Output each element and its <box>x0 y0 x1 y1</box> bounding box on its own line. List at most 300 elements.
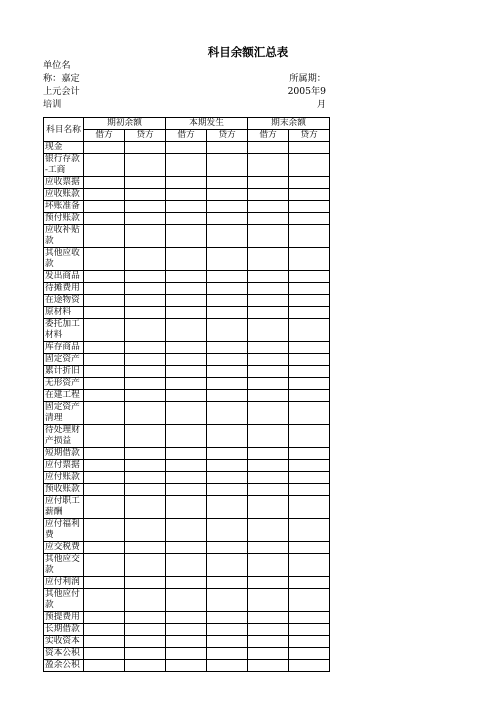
account-name-line: 应交税费 <box>45 542 80 552</box>
account-row <box>44 519 330 542</box>
account-name-cell <box>44 319 84 342</box>
debit-amount-cell <box>166 519 207 542</box>
account-row <box>44 636 330 648</box>
credit-amount-cell <box>207 154 248 177</box>
account-name-header: 科目名称 <box>44 118 84 142</box>
debit-amount-cell <box>84 283 125 295</box>
debit-amount-cell <box>84 542 125 554</box>
account-row <box>44 189 330 201</box>
credit-amount-cell <box>289 448 330 460</box>
account-name-line: 坏账准备 <box>45 201 80 211</box>
debit-amount-cell <box>84 589 125 612</box>
debit-amount-cell <box>166 648 207 660</box>
credit-amount-cell <box>207 390 248 402</box>
credit-amount-cell <box>207 201 248 213</box>
debit-amount-cell <box>166 390 207 402</box>
debit-amount-cell <box>166 378 207 390</box>
account-row <box>44 648 330 660</box>
credit-amount-cell <box>207 319 248 342</box>
credit-amount-cell <box>289 271 330 283</box>
account-name-cell <box>44 519 84 542</box>
debit-amount-cell <box>166 496 207 519</box>
credit-amount-cell <box>207 624 248 636</box>
debit-amount-cell <box>248 448 289 460</box>
account-name-line: 款 <box>45 565 54 575</box>
credit-amount-cell <box>125 554 166 577</box>
debit-amount-cell <box>166 142 207 154</box>
debit-amount-cell <box>166 554 207 577</box>
account-name-line: 资本公积 <box>45 648 80 658</box>
account-name-line: 其他应付 <box>45 589 80 599</box>
account-row <box>44 213 330 225</box>
debit-amount-cell <box>248 472 289 484</box>
account-name-line: 累计折旧 <box>45 366 80 376</box>
credit-amount-cell <box>125 354 166 366</box>
account-name-line: 固定资产 <box>45 402 80 412</box>
account-name-line: 薪酬 <box>45 507 63 517</box>
credit-amount-cell <box>125 448 166 460</box>
debit-amount-cell <box>166 295 207 307</box>
credit-amount-cell <box>289 402 330 425</box>
account-row <box>44 248 330 271</box>
debit-amount-cell <box>248 577 289 589</box>
account-name-line: 待处理财 <box>45 425 80 435</box>
account-name-line: 应付职工 <box>45 496 80 506</box>
credit-amount-cell <box>289 201 330 213</box>
debit-amount-cell <box>84 648 125 660</box>
debit-amount-cell <box>84 519 125 542</box>
credit-amount-cell <box>207 448 248 460</box>
debit-amount-cell <box>166 636 207 648</box>
account-row <box>44 354 330 366</box>
account-name-cell <box>44 660 84 672</box>
debit-amount-cell <box>84 213 125 225</box>
debit-amount-cell <box>166 460 207 472</box>
debit-amount-cell <box>84 484 125 496</box>
debit-amount-cell <box>248 554 289 577</box>
debit-amount-cell <box>248 142 289 154</box>
credit-amount-cell <box>289 496 330 519</box>
credit-amount-cell <box>289 612 330 624</box>
credit-amount-cell <box>289 319 330 342</box>
debit-amount-cell <box>166 624 207 636</box>
credit-amount-cell <box>125 660 166 672</box>
account-name-line: 固定资产 <box>45 354 80 364</box>
account-name-line: 发出商品 <box>45 271 80 281</box>
period-activity-header: 本期发生 <box>166 118 248 130</box>
account-name-line: 应付票据 <box>45 460 80 470</box>
debit-amount-cell <box>166 225 207 248</box>
credit-amount-cell <box>289 577 330 589</box>
debit-amount-cell <box>166 283 207 295</box>
account-name-cell <box>44 378 84 390</box>
account-row <box>44 402 330 425</box>
credit-amount-cell <box>207 248 248 271</box>
debit-amount-cell <box>84 554 125 577</box>
debit-amount-cell <box>248 366 289 378</box>
debit-amount-cell <box>166 342 207 354</box>
account-name-line: 预付账款 <box>45 213 80 223</box>
credit-amount-cell <box>289 648 330 660</box>
debit-amount-cell <box>248 390 289 402</box>
account-name-line: 在途物资 <box>45 295 80 305</box>
debit-amount-cell <box>248 660 289 672</box>
credit-amount-cell <box>125 648 166 660</box>
credit-amount-cell <box>289 484 330 496</box>
credit-amount-cell <box>207 225 248 248</box>
credit-amount-cell <box>125 577 166 589</box>
account-name-cell <box>44 283 84 295</box>
credit-amount-cell <box>289 154 330 177</box>
credit-amount-cell <box>125 142 166 154</box>
credit-amount-cell <box>207 142 248 154</box>
account-name-line: 在建工程 <box>45 390 80 400</box>
account-name-cell <box>44 307 84 319</box>
credit-amount-cell <box>289 460 330 472</box>
debit-amount-cell <box>248 319 289 342</box>
debit-amount-cell <box>166 589 207 612</box>
credit-amount-cell <box>289 142 330 154</box>
debit-amount-cell <box>248 271 289 283</box>
account-name-cell <box>44 225 84 248</box>
account-name-line: 实收资本 <box>45 636 80 646</box>
account-name-cell <box>44 554 84 577</box>
credit-amount-cell <box>289 295 330 307</box>
debit-amount-cell <box>166 612 207 624</box>
credit-amount-cell <box>289 307 330 319</box>
credit-amount-cell <box>207 213 248 225</box>
debit-amount-cell <box>166 577 207 589</box>
debit-amount-cell <box>166 542 207 554</box>
credit-amount-cell <box>125 496 166 519</box>
debit-amount-cell <box>84 378 125 390</box>
debit-amount-cell <box>248 295 289 307</box>
credit-header: 贷方 <box>207 130 248 142</box>
credit-amount-cell <box>207 366 248 378</box>
credit-amount-cell <box>289 425 330 448</box>
debit-amount-cell <box>248 496 289 519</box>
credit-amount-cell <box>207 648 248 660</box>
credit-amount-cell <box>125 154 166 177</box>
credit-amount-cell <box>125 402 166 425</box>
debit-amount-cell <box>248 589 289 612</box>
debit-amount-cell <box>84 307 125 319</box>
debit-amount-cell <box>84 225 125 248</box>
debit-amount-cell <box>248 542 289 554</box>
credit-amount-cell <box>207 283 248 295</box>
debit-amount-cell <box>166 402 207 425</box>
account-row <box>44 283 330 295</box>
account-name-cell <box>44 460 84 472</box>
account-row <box>44 496 330 519</box>
debit-amount-cell <box>84 496 125 519</box>
debit-amount-cell <box>248 225 289 248</box>
credit-amount-cell <box>289 177 330 189</box>
account-row <box>44 201 330 213</box>
credit-amount-cell <box>207 542 248 554</box>
account-name-line: 其他应收 <box>45 248 80 258</box>
debit-amount-cell <box>84 271 125 283</box>
account-row <box>44 142 330 154</box>
account-row <box>44 554 330 577</box>
period-line: 所属期： <box>289 73 326 84</box>
credit-amount-cell <box>207 177 248 189</box>
debit-amount-cell <box>248 248 289 271</box>
debit-amount-cell <box>248 213 289 225</box>
credit-amount-cell <box>289 189 330 201</box>
account-row <box>44 484 330 496</box>
account-name-cell <box>44 472 84 484</box>
account-name-line: 应付福利 <box>45 519 80 529</box>
debit-header: 借方 <box>166 130 207 142</box>
balance-summary-table <box>43 117 330 672</box>
account-name-cell <box>44 295 84 307</box>
account-name-line: 银行存款 <box>45 154 80 164</box>
credit-amount-cell <box>125 201 166 213</box>
account-row <box>44 460 330 472</box>
account-row <box>44 448 330 460</box>
account-row <box>44 366 330 378</box>
debit-amount-cell <box>166 484 207 496</box>
debit-amount-cell <box>166 425 207 448</box>
account-name-cell <box>44 142 84 154</box>
debit-amount-cell <box>248 402 289 425</box>
debit-header: 借方 <box>84 130 125 142</box>
credit-amount-cell <box>289 660 330 672</box>
debit-amount-cell <box>84 612 125 624</box>
credit-amount-cell <box>125 378 166 390</box>
account-name-line: 其他应交 <box>45 554 80 564</box>
unit-name-line: 上元会计 <box>43 86 80 97</box>
credit-amount-cell <box>207 307 248 319</box>
debit-amount-cell <box>166 307 207 319</box>
credit-amount-cell <box>207 189 248 201</box>
credit-amount-cell <box>207 472 248 484</box>
account-name-line: 清理 <box>45 413 63 423</box>
debit-amount-cell <box>84 402 125 425</box>
account-name-line: 无形资产 <box>45 378 80 388</box>
debit-amount-cell <box>248 201 289 213</box>
debit-amount-cell <box>166 319 207 342</box>
debit-amount-cell <box>248 189 289 201</box>
period-line: 2005年9 <box>287 86 326 97</box>
credit-amount-cell <box>289 624 330 636</box>
account-name-line: 应收账款 <box>45 189 80 199</box>
credit-amount-cell <box>125 189 166 201</box>
credit-amount-cell <box>289 519 330 542</box>
credit-amount-cell <box>289 342 330 354</box>
closing-balance-header: 期末余额 <box>248 118 330 130</box>
credit-amount-cell <box>207 271 248 283</box>
debit-amount-cell <box>84 366 125 378</box>
account-name-line: 盈余公积 <box>45 660 80 670</box>
credit-amount-cell <box>207 636 248 648</box>
account-name-cell <box>44 624 84 636</box>
account-row <box>44 624 330 636</box>
account-name-cell <box>44 402 84 425</box>
debit-amount-cell <box>84 390 125 402</box>
debit-amount-cell <box>84 319 125 342</box>
debit-amount-cell <box>166 213 207 225</box>
account-name-cell <box>44 612 84 624</box>
debit-amount-cell <box>84 354 125 366</box>
debit-amount-cell <box>84 636 125 648</box>
account-name-line: 预收账款 <box>45 484 80 494</box>
debit-amount-cell <box>248 519 289 542</box>
credit-amount-cell <box>125 342 166 354</box>
account-row <box>44 177 330 189</box>
account-row <box>44 612 330 624</box>
credit-amount-cell <box>289 283 330 295</box>
account-name-line: 应收票据 <box>45 177 80 187</box>
credit-amount-cell <box>125 271 166 283</box>
debit-amount-cell <box>248 378 289 390</box>
credit-amount-cell <box>125 425 166 448</box>
credit-amount-cell <box>289 636 330 648</box>
report-title: 科目余额汇总表 <box>207 45 289 59</box>
debit-amount-cell <box>84 201 125 213</box>
account-name-cell <box>44 484 84 496</box>
debit-amount-cell <box>248 177 289 189</box>
account-name-line: 原材料 <box>45 307 72 317</box>
account-name-line: 待摊费用 <box>45 283 80 293</box>
credit-header: 贷方 <box>289 130 330 142</box>
account-name-line: 款 <box>45 600 54 610</box>
account-name-cell <box>44 366 84 378</box>
debit-header: 借方 <box>248 130 289 142</box>
credit-amount-cell <box>125 248 166 271</box>
debit-amount-cell <box>84 248 125 271</box>
debit-amount-cell <box>84 295 125 307</box>
account-row <box>44 271 330 283</box>
opening-balance-header: 期初余额 <box>84 118 166 130</box>
account-row <box>44 390 330 402</box>
debit-amount-cell <box>84 660 125 672</box>
account-name-line: 应收补贴 <box>45 225 80 235</box>
credit-amount-cell <box>207 612 248 624</box>
credit-amount-cell <box>289 378 330 390</box>
account-name-line: 长期借款 <box>45 624 80 634</box>
credit-amount-cell <box>207 519 248 542</box>
credit-amount-cell <box>207 496 248 519</box>
credit-amount-cell <box>207 402 248 425</box>
group-header-row <box>44 118 330 130</box>
account-name-cell <box>44 342 84 354</box>
credit-amount-cell <box>207 354 248 366</box>
credit-amount-cell <box>289 248 330 271</box>
account-row <box>44 342 330 354</box>
debit-amount-cell <box>166 366 207 378</box>
debit-amount-cell <box>248 612 289 624</box>
period-line: 月 <box>316 99 326 110</box>
credit-amount-cell <box>289 366 330 378</box>
unit-name-line: 单位名 <box>43 60 71 71</box>
debit-amount-cell <box>84 460 125 472</box>
account-name-line: 预提费用 <box>45 612 80 622</box>
debit-amount-cell <box>84 425 125 448</box>
account-name-cell <box>44 542 84 554</box>
debit-amount-cell <box>248 636 289 648</box>
account-row <box>44 307 330 319</box>
credit-amount-cell <box>289 554 330 577</box>
credit-amount-cell <box>289 542 330 554</box>
account-name-cell <box>44 201 84 213</box>
credit-amount-cell <box>125 519 166 542</box>
credit-amount-cell <box>289 213 330 225</box>
credit-amount-cell <box>125 542 166 554</box>
debit-amount-cell <box>248 484 289 496</box>
account-name-line: -工商 <box>45 165 66 175</box>
account-name-cell <box>44 213 84 225</box>
debit-amount-cell <box>248 648 289 660</box>
account-row <box>44 542 330 554</box>
debit-amount-cell <box>248 307 289 319</box>
credit-amount-cell <box>207 577 248 589</box>
debit-amount-cell <box>248 460 289 472</box>
account-name-line: 应付账款 <box>45 472 80 482</box>
credit-amount-cell <box>207 484 248 496</box>
account-name-cell <box>44 448 84 460</box>
account-name-line: 费 <box>45 530 54 540</box>
unit-name-line: 称：嘉定 <box>43 73 80 84</box>
credit-amount-cell <box>207 295 248 307</box>
credit-amount-cell <box>125 225 166 248</box>
credit-amount-cell <box>125 589 166 612</box>
account-row <box>44 378 330 390</box>
debit-amount-cell <box>84 154 125 177</box>
debit-amount-cell <box>166 248 207 271</box>
sub-header-row <box>44 130 330 142</box>
credit-amount-cell <box>125 390 166 402</box>
credit-amount-cell <box>207 660 248 672</box>
debit-amount-cell <box>166 201 207 213</box>
credit-amount-cell <box>289 390 330 402</box>
credit-amount-cell <box>289 225 330 248</box>
credit-amount-cell <box>125 636 166 648</box>
credit-amount-cell <box>125 472 166 484</box>
account-name-cell <box>44 248 84 271</box>
account-name-cell <box>44 496 84 519</box>
account-name-line: 材料 <box>45 330 63 340</box>
account-name-line: 库存商品 <box>45 342 80 352</box>
account-name-cell <box>44 390 84 402</box>
account-name-cell <box>44 154 84 177</box>
account-name-cell <box>44 177 84 189</box>
account-row <box>44 660 330 672</box>
account-name-line: 款 <box>45 236 54 246</box>
debit-amount-cell <box>166 354 207 366</box>
account-name-line: 现金 <box>45 142 63 152</box>
debit-amount-cell <box>248 624 289 636</box>
credit-amount-cell <box>125 307 166 319</box>
debit-amount-cell <box>166 660 207 672</box>
account-row <box>44 319 330 342</box>
debit-amount-cell <box>84 189 125 201</box>
credit-amount-cell <box>207 554 248 577</box>
debit-amount-cell <box>166 472 207 484</box>
debit-amount-cell <box>248 342 289 354</box>
credit-amount-cell <box>125 319 166 342</box>
credit-amount-cell <box>289 472 330 484</box>
credit-amount-cell <box>289 589 330 612</box>
credit-amount-cell <box>125 283 166 295</box>
credit-amount-cell <box>207 342 248 354</box>
debit-amount-cell <box>84 448 125 460</box>
debit-amount-cell <box>84 472 125 484</box>
account-name-cell <box>44 577 84 589</box>
account-row <box>44 589 330 612</box>
credit-amount-cell <box>125 213 166 225</box>
